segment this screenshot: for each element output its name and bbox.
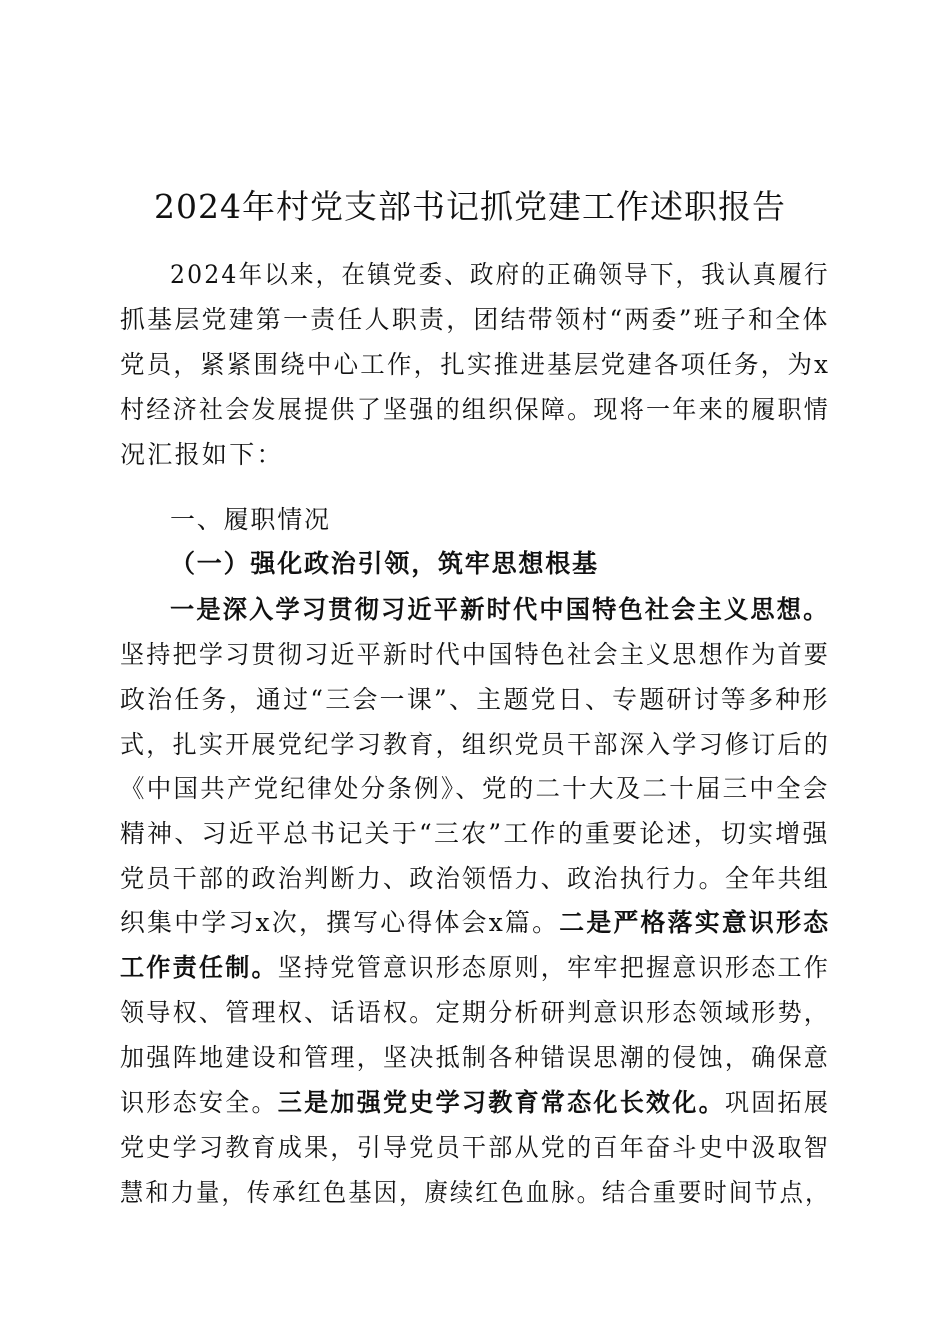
text-run: 识形态安全。 <box>120 1088 278 1117</box>
text-run: 《中国共产党纪律处分条例》、党的二十大及二十届三中全会 <box>120 774 830 803</box>
text-run: 况汇报如下： <box>120 440 284 469</box>
paragraph-line <box>120 766 830 811</box>
paragraph-line <box>120 990 830 1035</box>
paragraph-line <box>120 677 830 722</box>
text-run: 一是深入学习贯彻习近平新时代中国特色社会主义思想。 <box>170 595 830 624</box>
paragraph-line <box>170 252 830 297</box>
text-run: 织集中学习x次，撰写心得体会x篇。 <box>120 908 560 937</box>
text-run: 党员，紧紧围绕中心工作，扎实推进基层党建各项任务，为x <box>120 350 831 379</box>
text-run: （一）强化政治引领，筑牢思想根基 <box>170 549 599 578</box>
text-run: 二是严格落实意识形态 <box>559 908 831 937</box>
text-run: 政治任务，通过“三会一课”、主题党日、专题研讨等多种形 <box>120 685 830 714</box>
text-run: 坚持党管意识形态原则，牢牢把握意识形态工作 <box>277 953 831 982</box>
text-run: 领导权、管理权、话语权。定期分析研判意识形态领域形势， <box>120 998 831 1027</box>
text-run: 一、履职情况 <box>170 505 331 534</box>
section-heading <box>170 497 331 542</box>
text-run: 党员干部的政治判断力、政治领悟力、政治执行力。全年共组 <box>120 864 831 893</box>
paragraph-line <box>120 342 830 387</box>
text-run: 抓基层党建第一责任人职责，团结带领村“两委”班子和全体 <box>120 305 830 334</box>
subsection-heading <box>170 541 599 586</box>
paragraph-line <box>120 1170 830 1215</box>
text-run: 慧和力量，传承红色基因，赓续红色血脉。结合重要时间节点， <box>120 1178 831 1207</box>
paragraph-line <box>170 587 830 632</box>
paragraph-line <box>120 632 830 677</box>
paragraph-line <box>120 722 830 767</box>
paragraph-line <box>120 811 830 856</box>
paragraph-line <box>120 1125 830 1170</box>
text-run: 坚持把学习贯彻习近平新时代中国特色社会主义思想作为首要 <box>120 640 831 669</box>
text-run: 精神、习近平总书记关于“三农”工作的重要论述，切实增强 <box>120 819 830 848</box>
paragraph-line <box>120 297 830 342</box>
text-run: 式，扎实开展党纪学习教育，组织党员干部深入学习修订后的 <box>120 730 831 759</box>
paragraph-line <box>120 1035 830 1080</box>
paragraph-line <box>120 387 830 432</box>
text-run: 党史学习教育成果，引导党员干部从党的百年奋斗史中汲取智 <box>120 1133 831 1162</box>
paragraph-line <box>120 945 830 990</box>
paragraph-line <box>120 432 284 477</box>
text-run: 2024年以来，在镇党委、政府的正确领导下，我认真履行 <box>170 260 830 289</box>
paragraph-line <box>120 900 830 945</box>
text-run: 三是加强党史学习教育常态化长效化。 <box>277 1088 725 1117</box>
text-run: 工作责任制。 <box>120 953 278 982</box>
paragraph-line <box>120 1080 830 1125</box>
text-run: 巩固拓展 <box>724 1088 831 1117</box>
text-run: 村经济社会发展提供了坚强的组织保障。现将一年来的履职情 <box>120 395 831 424</box>
document-title: 2024年村党支部书记抓党建工作述职报告 <box>154 187 786 226</box>
paragraph-line <box>120 856 830 901</box>
text-run: 加强阵地建设和管理，坚决抵制各种错误思潮的侵蚀，确保意 <box>120 1043 831 1072</box>
